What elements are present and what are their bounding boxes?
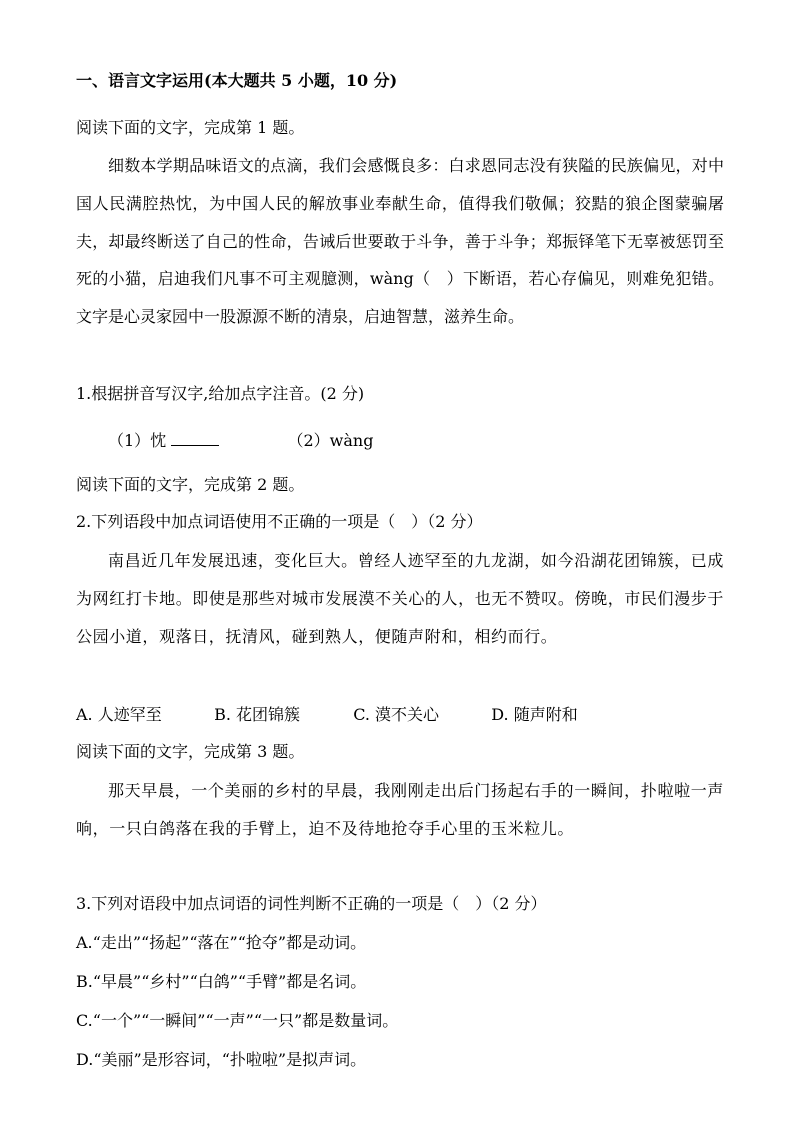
- question-3-option-d[interactable]: D.“美丽”是形容词，“扑啦啦”是拟声词。: [76, 1050, 367, 1069]
- passage-2: 南昌近几年发展迅速，变化巨大。曾经人迹罕至的九龙湖，如今沿湖花团锦簇，已成为网红打卡地。即使是那些对城市发展漠不关心的人，也无不赞叹。傍晚，市民们漫步于公园小道，观落日，抚清风，碰到熟人，便随声附和，相约而行。: [76, 551, 724, 646]
- question-2-options: [76, 704, 578, 726]
- passage-3: 那天早晨，一个美丽的乡村的早晨，我刚刚走出后门扬起右手的一瞬间，扑啦啦一声响，一只白鸽落在我的手臂上，迫不及待地抢夺手心里的玉米粒儿。: [76, 781, 724, 838]
- question-3-option-a[interactable]: A.“走出”“扬起”“落在”“抢夺”都是动词。: [76, 933, 367, 952]
- question-2: 2.下列语段中加点词语使用不正确的一项是（ ）（2 分）: [76, 512, 483, 531]
- question-3: 3.下列对语段中加点词语的词性判断不正确的一项是（ ）（2 分）: [76, 894, 547, 913]
- option-a[interactable]: A. 人迹罕至: [76, 705, 162, 724]
- reading-instruction-1: 阅读下面的文字，完成第 1 题。: [76, 118, 305, 137]
- option-d[interactable]: D. 随声附和: [491, 705, 578, 724]
- reading-instruction-3: 阅读下面的文字，完成第 3 题。: [76, 742, 305, 761]
- question-1-sub-items: [108, 429, 373, 452]
- question-3-option-b[interactable]: B.“早晨”“乡村”“白鸽”“手臂”都是名词。: [76, 972, 367, 991]
- answer-blank[interactable]: [171, 429, 219, 446]
- passage-1: 细数本学期品味语文的点滴，我们会感慨良多：白求恩同志没有狭隘的民族偏见，对中国人民满腔热忱，为中国人民的解放事业奉献生命，值得我们敬佩；狡黠的狼企图蒙骗屠夫，却最终断送了自己的性命，告诫后世要敢于斗争，善于斗争；郑振铎笔下无辜被惩罚至死的小猫，启迪我们凡事不可主观臆测，wàng（ ）下断语，若心存偏见，则难免犯错。文字是心灵家园中一股源源不断的清泉，启迪智慧，滋养生命。: [76, 156, 724, 327]
- question-3-option-c[interactable]: C.“一个”“一瞬间”“一声”“一只”都是数量词。: [76, 1011, 399, 1030]
- question-1-item-b: （2）wàng: [287, 431, 374, 450]
- reading-instruction-2: 阅读下面的文字，完成第 2 题。: [76, 475, 305, 494]
- option-c[interactable]: C. 漠不关心: [353, 705, 440, 724]
- option-b[interactable]: B. 花团锦簇: [214, 705, 301, 724]
- question-1: 1.根据拼音写汉字,给加点字注音。(2 分): [76, 384, 365, 403]
- question-1-item-a: （1）忱: [108, 431, 167, 450]
- section-heading: 一、语言文字运用(本大题共 5 小题，10 分): [76, 71, 398, 90]
